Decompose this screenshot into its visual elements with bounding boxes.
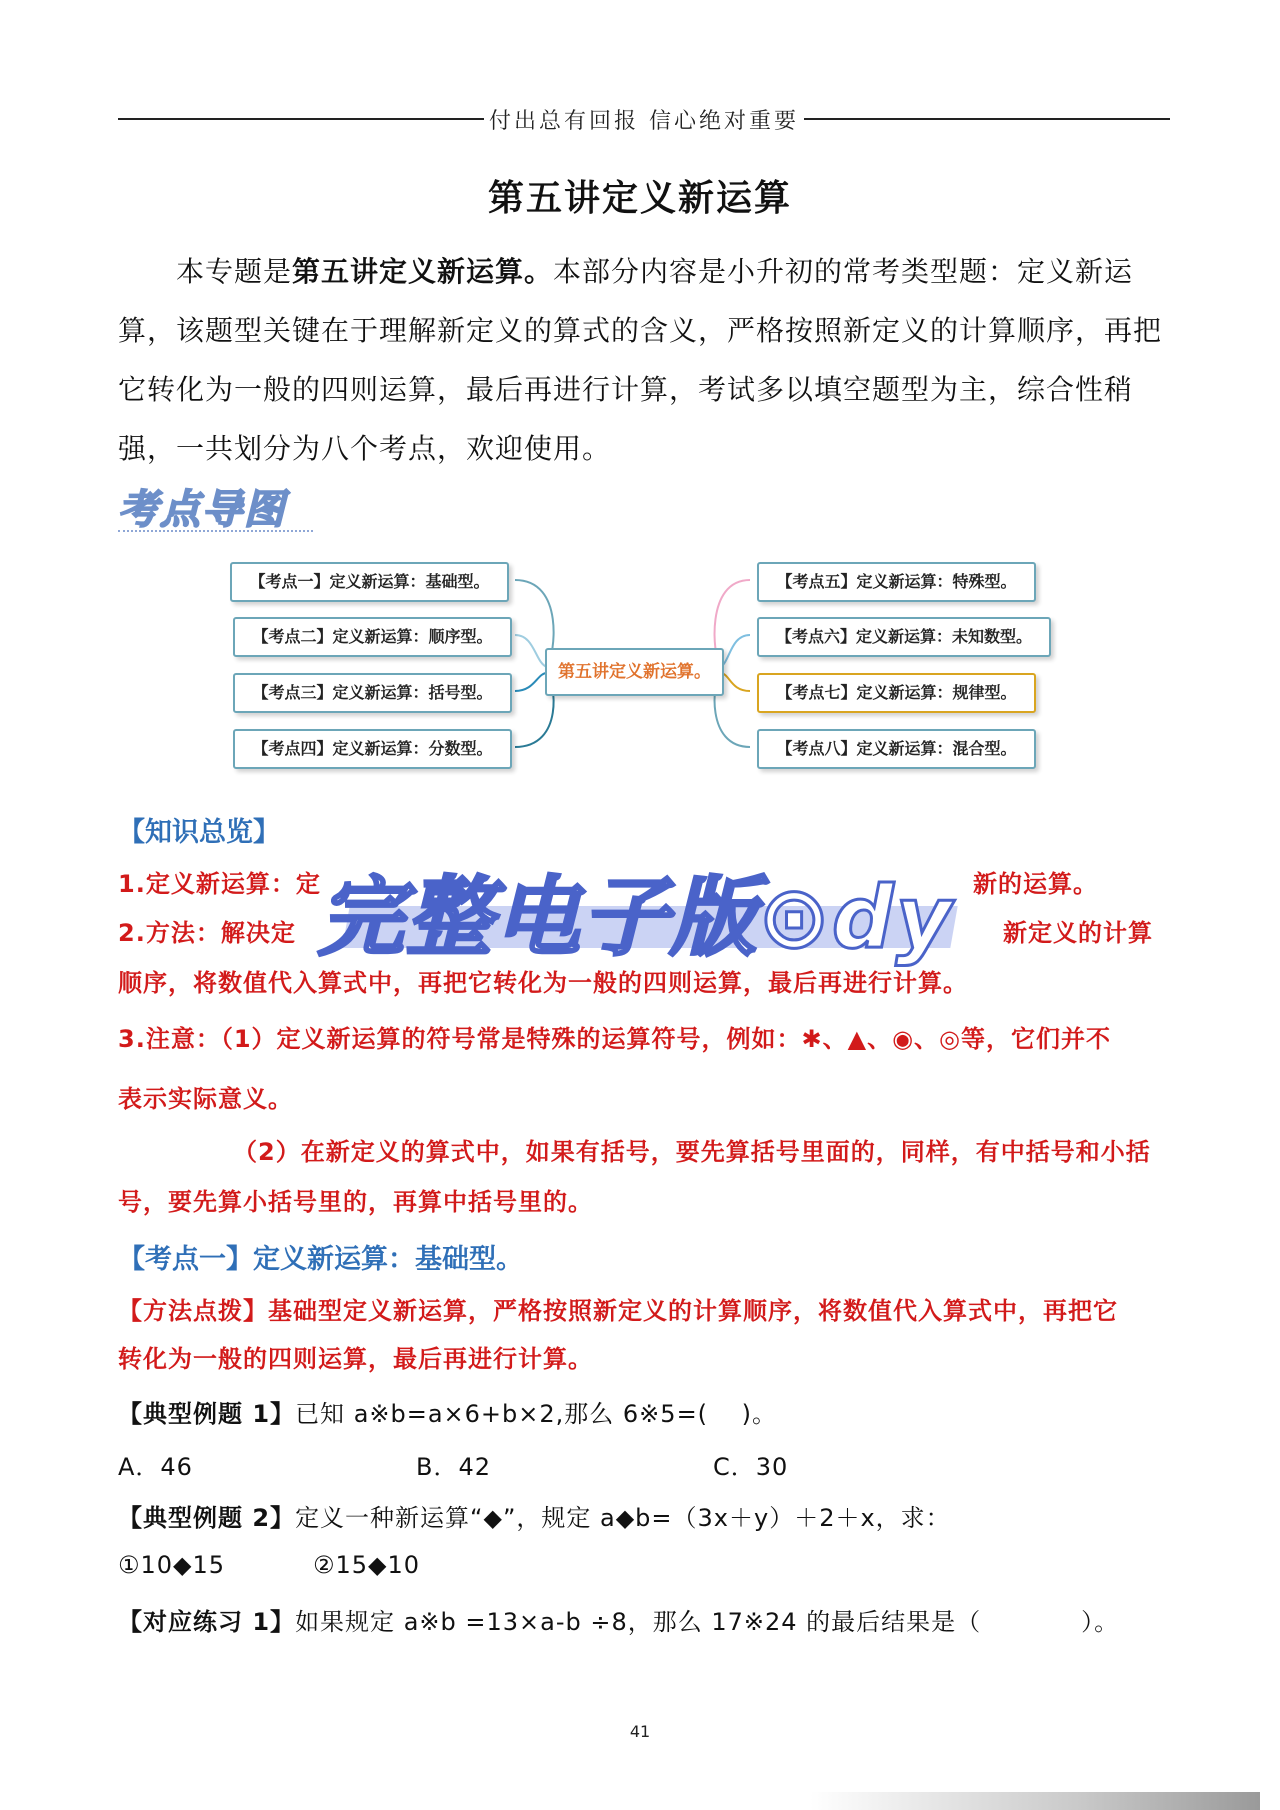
knowledge-point-1-start: 1.定义新运算：定 bbox=[118, 870, 321, 898]
example1-label: 【典型例题 1】 bbox=[118, 1400, 296, 1428]
example2-text: 定义一种新运算“◆”，规定 a◆b=（3x＋y）＋2＋x，求： bbox=[295, 1504, 951, 1532]
section-banner-text: 考点导图 bbox=[118, 487, 286, 533]
example1 bbox=[118, 1394, 777, 1429]
branch-right-6 bbox=[720, 635, 750, 667]
mind-map-center: 第五讲定义新运算。 bbox=[545, 648, 724, 696]
example1-option-c: C．30 bbox=[713, 1453, 789, 1481]
example2 bbox=[118, 1498, 951, 1533]
example2-label: 【典型例题 2】 bbox=[118, 1504, 296, 1532]
example2-item-1: ①10◆15 bbox=[118, 1551, 226, 1579]
header-rule-left bbox=[118, 118, 498, 120]
header-motto: 付出总有回报 信心绝对重要 bbox=[484, 104, 804, 135]
practice1-label: 【对应练习 1】 bbox=[118, 1608, 296, 1636]
mind-map-node-5: 【考点五】定义新运算：特殊型。 bbox=[757, 562, 1036, 602]
intro-prefix: 本专题是 bbox=[176, 255, 293, 288]
page-title: 第五讲定义新运算 bbox=[487, 178, 792, 219]
practice1 bbox=[118, 1602, 1119, 1637]
example1-option-b: B．42 bbox=[416, 1453, 492, 1481]
intro-bold: 第五讲定义新运算。 bbox=[292, 255, 554, 288]
knowledge-point-2-line2: 顺序，将数值代入算式中，再把它转化为一般的四则运算，最后再进行计算。 bbox=[118, 969, 968, 997]
mind-map-node-1: 【考点一】定义新运算：基础型。 bbox=[230, 562, 509, 602]
watermark-text: 完整电子版⊙dy bbox=[318, 868, 954, 968]
knowledge-point-2-start: 2.方法：解决定 bbox=[118, 919, 296, 947]
intro-text: 本部分内容是小升初的常考类型题：定义新运算，该题型关键在于理解新定义的算式的含义，严格按照新定义的计算顺序，再把它转化为一般的四则运算，最后再进行计算，考试多以填空题型为主，综合性稍强，一共划分为八个考点，欢迎使用。 bbox=[118, 255, 1163, 465]
method-tip-line1: 【方法点拨】基础型定义新运算，严格按照新定义的计算顺序，将数值代入算式中，再把它 bbox=[118, 1297, 1118, 1325]
section-banner-underline bbox=[118, 530, 313, 532]
watermark bbox=[318, 848, 978, 978]
knowledge-point-4-line2: 号，要先算小括号里的，再算中括号里的。 bbox=[118, 1188, 593, 1216]
example2-item-2: ②15◆10 bbox=[313, 1551, 421, 1579]
knowledge-point-4: （2）在新定义的算式中，如果有括号，要先算括号里面的，同样，有中括号和小括 bbox=[233, 1138, 1151, 1166]
branch-left-2 bbox=[515, 635, 547, 667]
intro-paragraph bbox=[118, 242, 1176, 478]
header-rule-right bbox=[790, 118, 1170, 120]
branch-right-7 bbox=[720, 673, 750, 691]
mind-map bbox=[225, 555, 1060, 775]
mind-map-node-7: 【考点七】定义新运算：规律型。 bbox=[757, 673, 1036, 713]
practice1-text: 如果规定 a※b =13×a-b ÷8，那么 17※24 的最后结果是（ ）。 bbox=[295, 1608, 1120, 1636]
knowledge-point-3: 3.注意：（1）定义新运算的符号常是特殊的运算符号，例如：✱、▲、◉、◎等，它们并不 bbox=[118, 1025, 1111, 1053]
knowledge-point-1-end: 新的运算。 bbox=[973, 870, 1098, 898]
example1-text: 已知 a※b=a×6+b×2,那么 6※5=( )。 bbox=[295, 1400, 778, 1428]
kaodian1-heading: 【考点一】定义新运算：基础型。 bbox=[118, 1244, 523, 1275]
knowledge-point-2-end: 新定义的计算 bbox=[1003, 919, 1153, 947]
page-number: 41 bbox=[629, 1722, 651, 1741]
example1-option-a: A．46 bbox=[118, 1453, 193, 1481]
mind-map-node-3: 【考点三】定义新运算：括号型。 bbox=[233, 673, 512, 713]
bottom-scroll-shadow bbox=[810, 1792, 1260, 1810]
mind-map-node-8: 【考点八】定义新运算：混合型。 bbox=[757, 729, 1036, 769]
method-tip-line2: 转化为一般的四则运算，最后再进行计算。 bbox=[118, 1345, 593, 1373]
mind-map-node-2: 【考点二】定义新运算：顺序型。 bbox=[233, 617, 512, 657]
mind-map-node-6: 【考点六】定义新运算：未知数型。 bbox=[757, 617, 1051, 657]
knowledge-heading: 【知识总览】 bbox=[118, 817, 280, 848]
section-banner bbox=[118, 478, 313, 533]
knowledge-point-3-line2: 表示实际意义。 bbox=[118, 1085, 293, 1113]
mind-map-node-4: 【考点四】定义新运算：分数型。 bbox=[233, 729, 512, 769]
branch-left-3 bbox=[515, 673, 547, 691]
